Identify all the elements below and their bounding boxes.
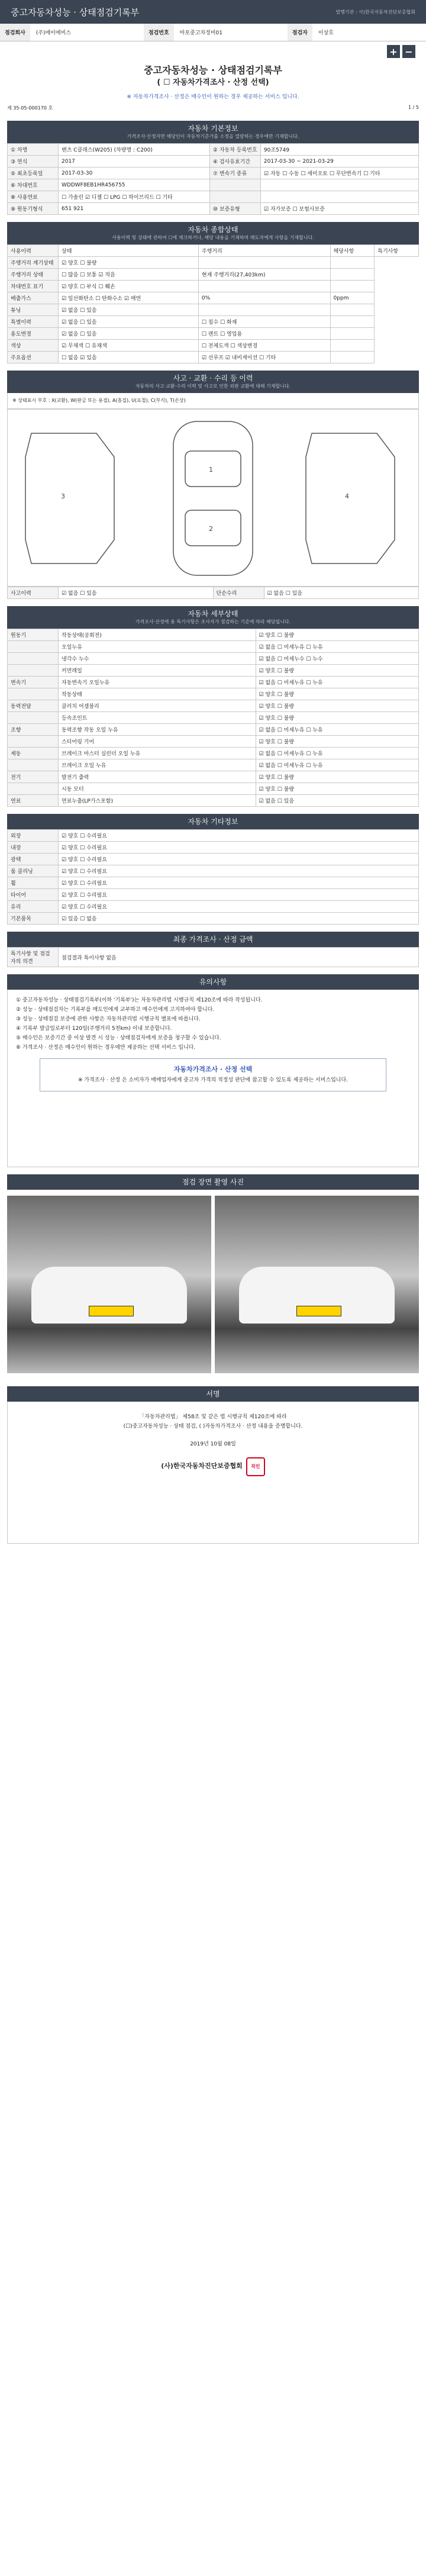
table-row	[8, 156, 419, 168]
other-info-table	[7, 829, 419, 925]
notice-line: ③ 성능 · 상태점검 보증에 관한 사항은 자동차관리법 시행규칙 별표에 따릅니다.	[16, 1016, 201, 1022]
repair-value: ☑ 없음 ☐ 있음	[264, 587, 419, 599]
table-cell	[209, 191, 260, 203]
table-cell: 색상	[8, 340, 59, 352]
table-row	[8, 854, 419, 865]
table-cell: 클러치 어셈블리	[59, 700, 256, 712]
table-cell: 작동상태	[59, 688, 256, 700]
svg-text:1: 1	[209, 466, 213, 474]
table-row	[8, 748, 419, 759]
table-cell: 시동 모터	[59, 783, 256, 795]
table-cell: ⑥ 차대번호	[8, 179, 59, 191]
table-cell: ☑ 없음 ☐ 미세누유 ☐ 누유	[256, 677, 418, 688]
table-cell: 원동기	[8, 629, 59, 641]
table-cell: ☑ 양호 ☐ 수리필요	[59, 842, 419, 854]
table-cell	[260, 179, 418, 191]
number-value: 마포중고차정비01	[179, 30, 222, 36]
table-cell: 외장	[8, 830, 59, 842]
table-cell: 사용이력	[8, 245, 59, 257]
inspector-label: 점검자	[288, 24, 312, 41]
table-cell: ☑ 일산화탄소 ☐ 탄화수소 ☑ 매연	[59, 292, 199, 304]
table-cell: 동력조향 작동 오일 누유	[59, 724, 256, 736]
table-cell: 내장	[8, 842, 59, 854]
table-cell: ☐ 가솔린 ☑ 디젤 ☐ LPG ☐ 하이브리드 ☐ 기타	[59, 191, 210, 203]
table-cell: 주행거리 상태	[8, 269, 59, 281]
table-cell: 기본품목	[8, 913, 59, 925]
table-cell: ☑ 양호 ☐ 수리필요	[59, 830, 419, 842]
table-cell	[8, 783, 59, 795]
table-cell: ☑ 양호 ☐ 불량	[256, 712, 418, 724]
table-cell: ☑ 없음 ☐ 있음	[59, 328, 199, 340]
table-row	[8, 168, 419, 179]
table-cell: 조향	[8, 724, 59, 736]
accident-summary-table	[7, 587, 419, 599]
table-cell	[330, 257, 375, 269]
table-cell: ⑨ 원동기형식	[8, 203, 59, 215]
table-cell	[198, 304, 330, 316]
table-row	[8, 328, 419, 340]
table-cell: 냉각수 누수	[59, 653, 256, 665]
table-row	[8, 783, 419, 795]
table-cell: ☑ 자동 ☐ 수동 ☐ 세미오토 ☐ 무단변속기 ☐ 기타	[260, 168, 418, 179]
opinion-value: 점검결과 특이사항 없음	[59, 948, 419, 967]
table-cell: ☑ 양호 ☐ 불량	[256, 771, 418, 783]
notice-body	[7, 990, 419, 1167]
table-cell	[198, 281, 330, 292]
table-row	[8, 700, 419, 712]
official-stamp: 직인	[246, 1457, 265, 1476]
table-cell: 발전기 출력	[59, 771, 256, 783]
table-row	[8, 665, 419, 677]
notice-line: ② 성능 · 상태점검자는 기록부를 매도인에게 교부하고 매수인에게 고지하여야 합니다.	[16, 1007, 215, 1013]
table-cell	[209, 179, 260, 191]
table-cell: 0ppm	[330, 292, 375, 304]
section-accident-history: 사고 · 교환 · 수리 등 이력 자동차의 사고·교환·수리 이력 및 사고로 인한 외판 교환에 대해 기재합니다.	[7, 371, 419, 393]
table-cell: 용도변경	[8, 328, 59, 340]
table-cell: ☑ 있음 ☐ 없음	[59, 913, 419, 925]
table-cell	[260, 191, 418, 203]
table-row	[8, 641, 419, 653]
table-row	[8, 724, 419, 736]
table-cell: ☑ 없음 ☐ 미세누유 ☐ 누유	[256, 724, 418, 736]
table-cell: 특기사항	[375, 245, 419, 257]
table-cell: 651 921	[59, 203, 210, 215]
table-cell: 특별이력	[8, 316, 59, 328]
table-cell: ☑ 양호 ☐ 불량	[256, 629, 418, 641]
section-notice: 유의사항	[7, 974, 419, 990]
document-notice: ※ 자동차가격조사 · 산정은 매수인이 원하는 경우 제공하는 서비스 입니다.	[127, 94, 299, 100]
table-cell	[330, 304, 375, 316]
inspector-value: 이상호	[318, 30, 334, 36]
zoom-out-icon[interactable]: −	[402, 45, 415, 58]
table-row	[8, 179, 419, 191]
table-cell: ☑ 양호 ☐ 수리필요	[59, 854, 419, 865]
company-value: (주)에이에비스	[36, 30, 71, 36]
vehicle-photo-front[interactable]	[7, 1196, 211, 1373]
table-cell: ☑ 없음 ☐ 미세누유 ☐ 누유	[256, 748, 418, 759]
table-cell: ☑ 없음 ☐ 있음	[59, 304, 199, 316]
table-row	[8, 842, 419, 854]
table-cell: ☑ 양호 ☐ 불량	[256, 700, 418, 712]
table-cell: ☐ 전체도색 ☐ 색상변경	[198, 340, 330, 352]
repair-label: 단순수리	[213, 587, 264, 599]
signature-text: 「자동차관리법」 제58조 및 같은 법 시행규칙 제120조에 따라	[139, 1414, 287, 1420]
document-number: 제 35-05-000170 호	[7, 105, 53, 111]
table-cell: ① 차명	[8, 144, 59, 156]
table-cell: 해당사항	[330, 245, 375, 257]
title-bar	[0, 0, 426, 24]
table-row	[8, 144, 419, 156]
section-basic-info: 자동차 기본정보 가격조사·산정자만 해당인이 자동차기준가를 소정을 열람하는 경우에만 기재합니다.	[7, 121, 419, 143]
table-cell: 동력전달	[8, 700, 59, 712]
table-row	[8, 677, 419, 688]
app-title: 중고자동차성능 · 상태점검기록부	[11, 7, 140, 18]
table-cell: 현재 주행거리(27,403km)	[198, 269, 330, 281]
page-indicator: 1 / 5	[408, 105, 419, 110]
table-cell: 유리	[8, 901, 59, 913]
inspection-info-bar	[0, 24, 426, 41]
table-cell: ☑ 양호 ☐ 불량	[59, 257, 199, 269]
table-cell: 작동상태(공회전)	[59, 629, 256, 641]
table-row	[8, 712, 419, 724]
table-row	[8, 688, 419, 700]
table-cell: 자동변속기 오일누유	[59, 677, 256, 688]
accident-label: 사고이력	[8, 587, 59, 599]
table-row	[8, 191, 419, 203]
company-label: 점검회사	[0, 24, 30, 41]
table-cell	[330, 281, 375, 292]
table-row	[8, 771, 419, 783]
section-other-info: 자동차 기타정보	[7, 814, 419, 829]
table-cell: ⑤ 최초등록일	[8, 168, 59, 179]
table-row	[8, 304, 419, 316]
signature-text-2: (☐)중고자동차성능 · 상태 점검, ( )자동차가격조사 · 산정 내용을 증명합니다.	[123, 1424, 303, 1429]
table-cell	[330, 328, 375, 340]
table-cell: 0%	[198, 292, 330, 304]
table-cell	[8, 665, 59, 677]
table-row	[8, 901, 419, 913]
table-row	[8, 865, 419, 877]
table-cell: ☑ 없음 ☐ 미세누유 ☐ 누유	[256, 641, 418, 653]
car-outline-icon	[8, 410, 418, 586]
table-cell: 주행거리	[198, 245, 330, 257]
vehicle-diagram	[7, 409, 419, 587]
document-header	[0, 62, 426, 102]
table-cell: ☑ 양호 ☐ 불량	[256, 688, 418, 700]
table-row	[8, 653, 419, 665]
table-cell	[8, 653, 59, 665]
table-row	[8, 245, 419, 257]
table-cell: 연료누출(LP가스포함)	[59, 795, 256, 807]
table-row	[8, 830, 419, 842]
basic-info-table	[7, 143, 419, 215]
table-row	[8, 736, 419, 748]
overall-status-table	[7, 244, 419, 363]
table-cell: 제동	[8, 748, 59, 759]
table-cell: ☑ 자가보증 ☐ 보험사보증	[260, 203, 418, 215]
table-cell	[198, 257, 330, 269]
notice-line: ① 중고자동차성능 · 상태점검기록부(이하 '기록부')는 자동차관리법 시행규칙 제120조에 따라 작성됩니다.	[16, 997, 263, 1003]
zoom-in-icon[interactable]: +	[387, 45, 400, 58]
table-cell: ⑦ 변속기 종류	[209, 168, 260, 179]
table-cell: ⑩ 보증유형	[209, 203, 260, 215]
accident-value: ☑ 없음 ☐ 있음	[59, 587, 214, 599]
table-cell: 광택	[8, 854, 59, 865]
table-cell: 오일누유	[59, 641, 256, 653]
opinion-table	[7, 947, 419, 967]
table-cell	[8, 759, 59, 771]
table-cell: ④ 검사유효기간	[209, 156, 260, 168]
notice-line: ④ 기록부 발급일로부터 120일(주행거리 5천km) 이내 보증합니다.	[16, 1026, 172, 1032]
section-overall-status: 자동차 종합상태 사용이력 및 상태에 관하여 ☐에 체크하거나, 해당 내용을 기재하며 매도자에게 사항을 기재합니다.	[7, 222, 419, 244]
table-cell: 연료	[8, 795, 59, 807]
opinion-label: 특기사항 및 점검자의 의견	[8, 948, 59, 967]
table-cell	[330, 316, 375, 328]
table-cell: ☑ 없음 ☐ 있음	[256, 795, 418, 807]
legend-note: ※ 상태표시 부호 : X(교환), W(판금 또는 용접), A(흠집), U(요철), C(부식), T(손상)	[7, 393, 419, 409]
table-cell: 상태	[59, 245, 199, 257]
table-cell: ☐ 침수 ☐ 화재	[198, 316, 330, 328]
table-cell: 브레이크 오일 누유	[59, 759, 256, 771]
table-row	[8, 759, 419, 771]
table-cell: 브레이크 마스터 실린더 오일 누유	[59, 748, 256, 759]
table-cell: ☐ 렌트 ☐ 영업용	[198, 328, 330, 340]
table-cell: 차대번호 표기	[8, 281, 59, 292]
table-cell: 커먼레일	[59, 665, 256, 677]
table-cell: ☑ 없음 ☐ 있음	[59, 316, 199, 328]
table-cell: ☐ 많음 ☐ 보통 ☑ 적음	[59, 269, 199, 281]
zoom-controls	[0, 41, 426, 62]
table-cell: 등속조인트	[59, 712, 256, 724]
table-cell: 휠	[8, 877, 59, 889]
table-cell: ☑ 양호 ☐ 수리필요	[59, 877, 419, 889]
svg-text:4: 4	[345, 492, 349, 500]
table-row	[8, 889, 419, 901]
table-cell: 변속기	[8, 677, 59, 688]
table-cell	[8, 736, 59, 748]
table-cell: ☑ 양호 ☐ 부식 ☐ 훼손	[59, 281, 199, 292]
table-cell: 주행거리 계기상태	[8, 257, 59, 269]
document-meta	[0, 102, 426, 114]
table-cell: ③ 연식	[8, 156, 59, 168]
section-signature: 서명	[7, 1386, 419, 1402]
table-cell: 주요옵션	[8, 352, 59, 363]
svg-text:2: 2	[209, 525, 213, 533]
signature-org: (사)한국자동차진단보증협회 직인	[8, 1457, 418, 1476]
number-label: 점검번호	[144, 24, 174, 41]
table-cell	[330, 340, 375, 352]
table-cell: 90조5749	[260, 144, 418, 156]
table-cell	[8, 641, 59, 653]
svg-text:3: 3	[61, 492, 65, 500]
table-row	[8, 316, 419, 328]
table-cell: ☐ 없음 ☑ 있음	[59, 352, 199, 363]
table-row	[8, 352, 419, 363]
table-cell	[330, 352, 375, 363]
table-cell: 룸 클리닝	[8, 865, 59, 877]
table-cell: 배출가스	[8, 292, 59, 304]
table-cell: ☑ 양호 ☐ 수리필요	[59, 901, 419, 913]
vehicle-photo-rear[interactable]	[215, 1196, 419, 1373]
table-cell: 2017-03-30 ~ 2021-03-29	[260, 156, 418, 168]
table-cell: ☑ 양호 ☐ 수리필요	[59, 865, 419, 877]
table-cell: ☑ 양호 ☐ 불량	[256, 665, 418, 677]
price-option-box	[40, 1058, 386, 1091]
table-cell: 2017	[59, 156, 210, 168]
section-detail-status: 자동차 세부상태 가격조사·산정에 용 특기사항은 조사자가 점검하는 기준에 따라 해당됩니다.	[7, 606, 419, 629]
table-cell: ☑ 선루프 ☑ 내비게이션 ☐ 기타	[198, 352, 330, 363]
table-cell: 벤츠 C클래스(W205) (차량명 : C200)	[59, 144, 210, 156]
photo-gallery	[7, 1190, 419, 1379]
table-cell: ② 자동차 등록번호	[209, 144, 260, 156]
table-row	[8, 292, 419, 304]
section-final-price: 최종 가격조사 · 산정 금액	[7, 932, 419, 947]
table-cell: 전기	[8, 771, 59, 783]
table-row	[8, 629, 419, 641]
table-row	[8, 877, 419, 889]
table-cell: ☑ 없음 ☐ 미세누유 ☐ 누유	[256, 759, 418, 771]
detail-status-table	[7, 629, 419, 807]
signature-block	[7, 1402, 419, 1544]
table-cell: 스티어링 기어	[59, 736, 256, 748]
table-row	[8, 340, 419, 352]
table-row	[8, 257, 419, 269]
table-cell: 타이어	[8, 889, 59, 901]
table-cell	[8, 688, 59, 700]
notice-line: ⑥ 가격조사 · 산정은 매수인이 원하는 경우에만 제공하는 선택 서비스 입니다.	[16, 1045, 196, 1051]
document-title: 중고자동차성능 · 상태점검기록부	[144, 65, 282, 76]
signature-date: 2019년 10월 08일	[190, 1441, 236, 1447]
price-option-text: ※ 가격조사 · 산정 은 소비자가 매매업자에게 중고차 가격의 적정성 판단에 참고할 수 있도록 제공하는 서비스입니다.	[78, 1077, 348, 1083]
notice-line: ⑤ 매수인은 보증기간 중 이상 발견 시 성능 · 상태점검자에게 보증을 청구할 수 있습니다.	[16, 1035, 221, 1041]
table-row	[8, 281, 419, 292]
section-photos: 점검 장면 촬영 사진	[7, 1174, 419, 1190]
table-cell	[330, 269, 375, 281]
table-cell: ☑ 양호 ☐ 수리필요	[59, 889, 419, 901]
document-subtitle: ( ☐ 자동차가격조사 · 산정 선택)	[157, 78, 269, 87]
table-cell: WDDWF8EB1HR456755	[59, 179, 210, 191]
table-cell	[8, 712, 59, 724]
table-row	[8, 269, 419, 281]
table-cell: ⑧ 사용연료	[8, 191, 59, 203]
issuer-label: 발행기관 : 사)한국자동차진단보증협회	[335, 9, 415, 15]
table-row	[8, 795, 419, 807]
table-row	[8, 913, 419, 925]
table-cell: ☑ 없음 ☐ 미세누수 ☐ 누수	[256, 653, 418, 665]
table-cell: 2017-03-30	[59, 168, 210, 179]
table-cell: ☑ 양호 ☐ 불량	[256, 783, 418, 795]
table-row	[8, 203, 419, 215]
table-cell: ☑ 양호 ☐ 불량	[256, 736, 418, 748]
table-cell: 튜닝	[8, 304, 59, 316]
table-cell: ☑ 무채색 ☐ 유채색	[59, 340, 199, 352]
price-option-title: 자동차가격조사 · 산정 선택	[173, 1065, 253, 1073]
